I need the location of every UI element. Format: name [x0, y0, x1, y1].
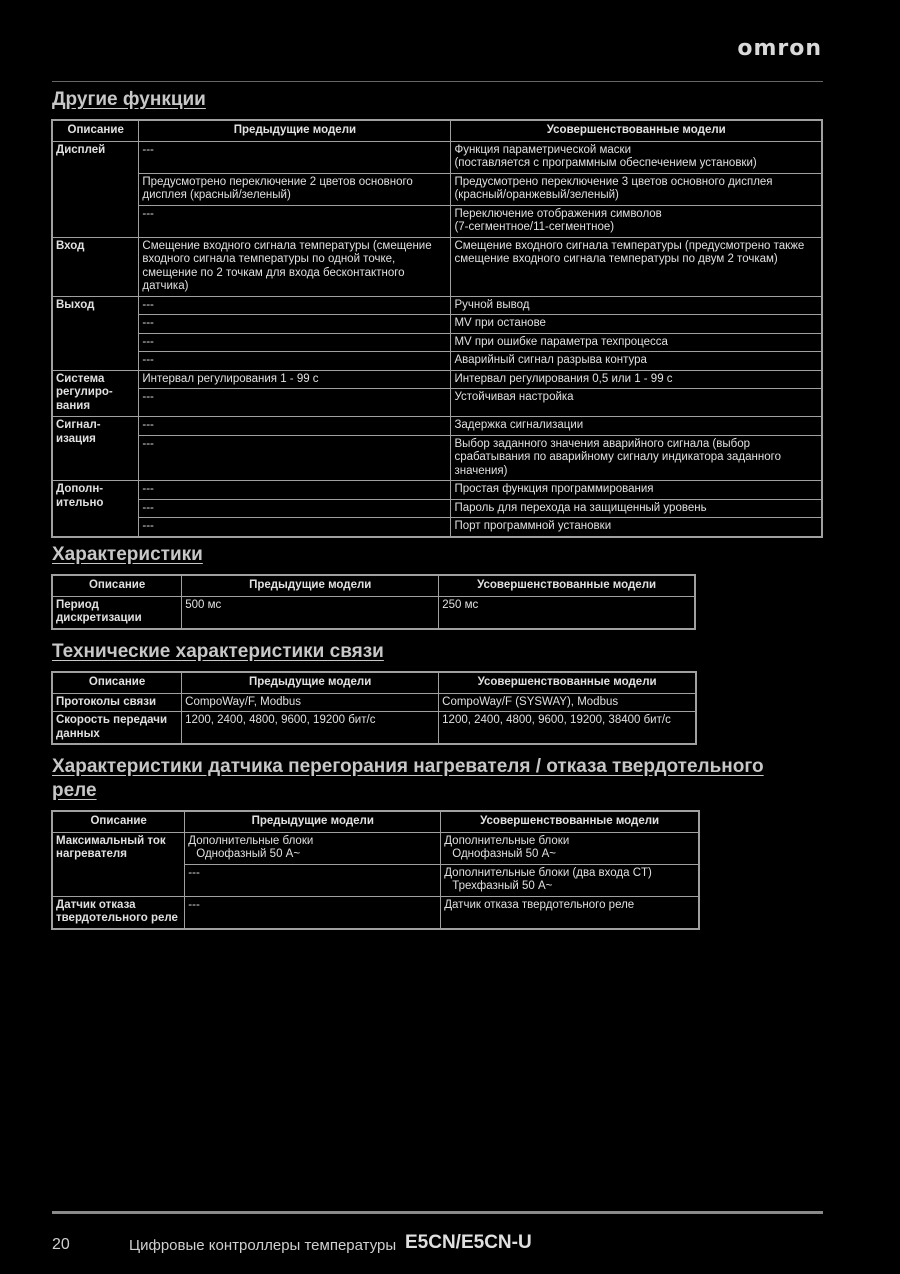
table-row — [52, 693, 696, 712]
improved-cell: Переключение отображения символов (7-сегментное/11-сегментное) — [451, 205, 822, 237]
table-row — [52, 896, 699, 929]
column-header: Усовершенствованные модели — [439, 672, 696, 693]
top-divider — [52, 81, 823, 82]
row-description: Протоколы связи — [52, 693, 182, 712]
column-header: Усовершенствованные модели — [441, 811, 699, 832]
row-description: Дисплей — [52, 141, 139, 237]
table-row — [52, 315, 822, 334]
column-header: Предыдущие модели — [185, 811, 441, 832]
section-title-other-functions: Другие функции — [52, 89, 206, 110]
improved-cell: Порт программной установки — [451, 518, 822, 537]
previous-cell: --- — [139, 435, 451, 481]
table-row — [52, 832, 699, 864]
previous-cell: Интервал регулирования 1 - 99 с — [139, 370, 451, 389]
row-description: Период дискретизации — [52, 596, 182, 629]
improved-cell: Простая функция программирования — [451, 481, 822, 500]
row-description: Выход — [52, 296, 139, 370]
page-number: 20 — [52, 1236, 70, 1253]
table-row — [52, 596, 695, 629]
row-description: Сигнал- изация — [52, 417, 139, 481]
table-row — [52, 518, 822, 537]
table-row — [52, 296, 822, 315]
section-title-heater-burnout: Характеристики датчика перегорания нагревателя / отказа твердотельного реле — [52, 756, 764, 801]
omron-logo: omron — [737, 36, 822, 61]
improved-cell: Пароль для перехода на защищенный уровень — [451, 499, 822, 518]
improved-cell: Дополнительные блоки (два входа CT) Трехфазный 50 А~ — [441, 864, 699, 896]
previous-cell: --- — [139, 141, 451, 173]
improved-cell: Смещение входного сигнала температуры (предусмотрено также смещение входного сигнала температуры по двум 2 точкам) — [451, 237, 822, 296]
table-header-row — [52, 672, 696, 693]
table-row — [52, 712, 696, 745]
improved-cell: 1200, 2400, 4800, 9600, 19200, 38400 бит/с — [439, 712, 696, 745]
table-row — [52, 370, 822, 389]
improved-cell: Устойчивая настройка — [451, 389, 822, 417]
improved-cell: Выбор заданного значения аварийного сигнала (выбор срабатывания по аварийному сигналу индикатора заданного значения) — [451, 435, 822, 481]
previous-cell: --- — [139, 296, 451, 315]
table-row — [52, 499, 822, 518]
row-description: Максимальный ток нагревателя — [52, 832, 185, 896]
previous-cell: --- — [185, 896, 441, 929]
table-row — [52, 333, 822, 352]
column-header: Предыдущие модели — [182, 575, 439, 596]
previous-cell: --- — [139, 518, 451, 537]
improved-cell: Датчик отказа твердотельного реле — [441, 896, 699, 929]
row-description: Дополн- ительно — [52, 481, 139, 537]
column-header: Предыдущие модели — [139, 120, 451, 141]
improved-cell: Аварийный сигнал разрыва контура — [451, 352, 822, 371]
column-header: Усовершенствованные модели — [439, 575, 695, 596]
column-header: Описание — [52, 811, 185, 832]
communication-table — [51, 671, 697, 745]
characteristics-table — [51, 574, 696, 630]
previous-cell: Смещение входного сигнала температуры (смещение входного сигнала температуры по одной точке, смещение по 2 точкам для входа бесконтактного датчика) — [139, 237, 451, 296]
improved-cell: Функция параметрической маски (поставляется с программным обеспечением установки) — [451, 141, 822, 173]
previous-cell: Предусмотрено переключение 2 цветов основного дисплея (красный/зеленый) — [139, 173, 451, 205]
previous-cell: --- — [185, 864, 441, 896]
row-description: Система регулиро- вания — [52, 370, 139, 417]
previous-cell: 500 мс — [182, 596, 439, 629]
improved-cell: MV при останове — [451, 315, 822, 334]
section-title-characteristics: Характеристики — [52, 544, 203, 565]
bottom-divider — [52, 1211, 823, 1214]
footer-title: Цифровые контроллеры температуры — [129, 1237, 397, 1254]
improved-cell: CompoWay/F (SYSWAY), Modbus — [439, 693, 696, 712]
previous-cell: CompoWay/F, Modbus — [182, 693, 439, 712]
column-header: Предыдущие модели — [182, 672, 439, 693]
improved-cell: MV при ошибке параметра техпроцесса — [451, 333, 822, 352]
row-description: Датчик отказа твердотельного реле — [52, 896, 185, 929]
footer-model: E5CN/E5CN-U — [405, 1232, 532, 1253]
improved-cell: Дополнительные блоки Однофазный 50 А~ — [441, 832, 699, 864]
table-row — [52, 481, 822, 500]
table-row — [52, 205, 822, 237]
section-title-communication: Технические характеристики связи — [52, 641, 384, 662]
previous-cell: --- — [139, 205, 451, 237]
table-row — [52, 435, 822, 481]
table-row — [52, 389, 822, 417]
row-description: Вход — [52, 237, 139, 296]
previous-cell: --- — [139, 481, 451, 500]
table-row — [52, 141, 822, 173]
improved-cell: Интервал регулирования 0,5 или 1 - 99 с — [451, 370, 822, 389]
table-row — [52, 173, 822, 205]
improved-cell: Ручной вывод — [451, 296, 822, 315]
table-header-row — [52, 575, 695, 596]
previous-cell: --- — [139, 315, 451, 334]
column-header: Усовершенствованные модели — [451, 120, 822, 141]
table-header-row — [52, 811, 699, 832]
improved-cell: 250 мс — [439, 596, 695, 629]
previous-cell: --- — [139, 352, 451, 371]
table-row — [52, 352, 822, 371]
previous-cell: Дополнительные блоки Однофазный 50 А~ — [185, 832, 441, 864]
previous-cell: --- — [139, 499, 451, 518]
column-header: Описание — [52, 672, 182, 693]
previous-cell: 1200, 2400, 4800, 9600, 19200 бит/с — [182, 712, 439, 745]
column-header: Описание — [52, 120, 139, 141]
heater-burnout-table — [51, 810, 700, 930]
previous-cell: --- — [139, 417, 451, 436]
improved-cell: Предусмотрено переключение 3 цветов основного дисплея (красный/оранжевый/зеленый) — [451, 173, 822, 205]
column-header: Описание — [52, 575, 182, 596]
table-header-row — [52, 120, 822, 141]
previous-cell: --- — [139, 333, 451, 352]
other-functions-table — [51, 119, 823, 538]
table-row — [52, 417, 822, 436]
improved-cell: Задержка сигнализации — [451, 417, 822, 436]
previous-cell: --- — [139, 389, 451, 417]
row-description: Скорость передачи данных — [52, 712, 182, 745]
table-row — [52, 237, 822, 296]
